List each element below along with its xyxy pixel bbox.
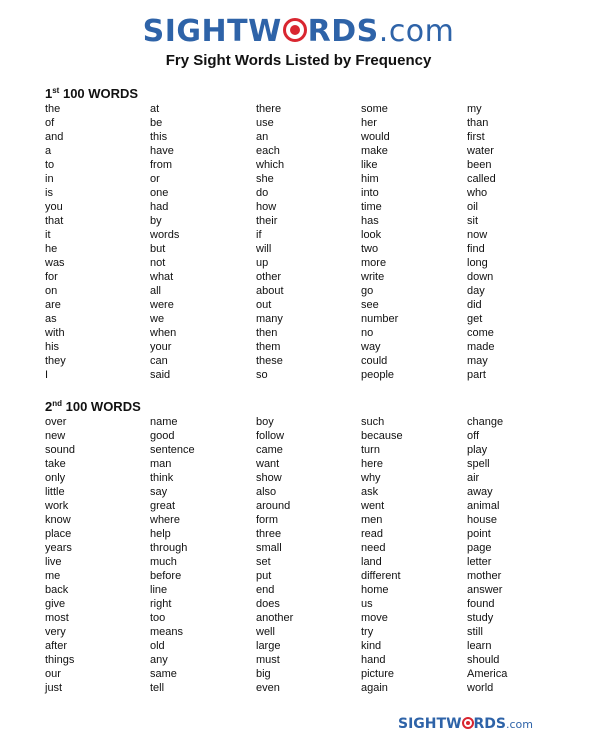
sight-word: new [45, 430, 66, 442]
sight-word: need [361, 542, 386, 554]
heading-ordinal: nd [52, 399, 63, 408]
sight-word: letter [467, 556, 492, 568]
sight-word: your [150, 341, 172, 353]
sight-word: study [467, 612, 494, 624]
heading-number: 2 [45, 399, 53, 414]
sight-word: from [150, 159, 172, 171]
sight-word: said [150, 369, 171, 381]
heading-text: 100 WORDS [62, 399, 141, 414]
sight-word: read [361, 528, 384, 540]
sight-word: called [467, 173, 496, 185]
sight-word: move [361, 612, 388, 624]
sight-word: America [467, 668, 508, 680]
sight-word: after [45, 640, 68, 652]
sight-word: like [361, 159, 378, 171]
sight-word: land [361, 556, 382, 568]
sight-word: now [467, 229, 488, 241]
sight-word: and [45, 131, 64, 143]
sight-word: work [45, 500, 69, 512]
sight-word: do [256, 187, 269, 199]
sight-word: us [361, 598, 373, 610]
sight-word: to [45, 159, 55, 171]
sight-word: help [150, 528, 171, 540]
sight-word: tell [150, 682, 165, 694]
heading-text: 100 WORDS [59, 86, 139, 101]
sight-word: that [45, 215, 64, 227]
sight-word: a [45, 145, 52, 157]
sight-word: learn [467, 640, 492, 652]
sight-word: I [45, 369, 49, 381]
sight-word: man [150, 458, 172, 470]
sight-word: boy [256, 416, 274, 428]
sight-word: sentence [150, 444, 195, 456]
sight-word: but [150, 243, 166, 255]
sight-word: of [45, 117, 55, 129]
sight-word: through [150, 542, 188, 554]
sight-word: ask [361, 486, 379, 498]
sight-word: each [256, 145, 280, 157]
sight-word: first [467, 131, 485, 143]
eye-icon [283, 18, 307, 42]
sight-word: write [361, 271, 385, 283]
sight-word: many [256, 313, 283, 325]
sight-word: number [361, 313, 399, 325]
sight-word: made [467, 341, 495, 353]
sight-word: had [150, 201, 169, 213]
sight-word: he [45, 243, 58, 255]
sight-word: name [150, 416, 178, 428]
sight-word: will [256, 243, 272, 255]
sight-word: around [256, 500, 291, 512]
sight-word: use [256, 117, 274, 129]
sight-word: the [45, 103, 61, 115]
sight-word: animal [467, 500, 500, 512]
logo-top [0, 14, 597, 49]
sight-word: their [256, 215, 278, 227]
sight-word: my [467, 103, 482, 115]
sight-word: what [150, 271, 174, 283]
sight-word: if [256, 229, 262, 241]
sight-word: play [467, 444, 488, 456]
sight-word: into [361, 187, 379, 199]
sight-word: more [361, 257, 387, 269]
sight-word: other [256, 271, 282, 283]
sight-word: see [361, 299, 379, 311]
sight-word: up [256, 257, 269, 269]
sight-word: set [256, 556, 271, 568]
sight-word: at [150, 103, 160, 115]
sight-word: have [150, 145, 174, 157]
sight-word: here [361, 458, 384, 470]
sight-word: came [256, 444, 283, 456]
sight-word: found [467, 598, 495, 610]
sight-word: has [361, 215, 379, 227]
sight-word: one [150, 187, 169, 199]
sight-word: large [256, 640, 281, 652]
sight-word: well [256, 626, 275, 638]
document-title: Fry Sight Words Listed by Frequency [165, 52, 432, 69]
heading-ordinal: st [52, 86, 60, 95]
sight-word: may [467, 355, 488, 367]
sight-word: part [467, 369, 486, 381]
sight-word: things [45, 654, 75, 666]
sight-word: page [467, 542, 492, 554]
sight-word: than [467, 117, 489, 129]
section-heading-2 [45, 399, 141, 414]
sight-word: find [467, 243, 485, 255]
sight-word: go [361, 285, 374, 297]
sight-word: spell [467, 458, 490, 470]
sight-word: any [150, 654, 168, 666]
sight-word: also [256, 486, 277, 498]
sight-word: form [256, 514, 278, 526]
sight-word: she [256, 173, 274, 185]
sight-word: only [45, 472, 66, 484]
sight-word: give [45, 598, 66, 610]
logo-domain: .com [378, 14, 455, 49]
sight-word: point [467, 528, 491, 540]
sight-word: some [361, 103, 388, 115]
sight-word: this [150, 131, 168, 143]
sight-word: day [467, 285, 485, 297]
sight-word: follow [256, 430, 285, 442]
sight-word: these [256, 355, 283, 367]
sight-word: small [256, 542, 282, 554]
sight-word: want [256, 458, 280, 470]
sight-word: where [150, 514, 180, 526]
sight-word: went [361, 500, 385, 512]
sight-word: when [150, 327, 177, 339]
sight-word: answer [467, 584, 503, 596]
sight-word: not [150, 257, 166, 269]
sight-word: how [256, 201, 277, 213]
sight-word: be [150, 117, 163, 129]
sight-word: big [256, 668, 271, 680]
sight-word: still [467, 626, 483, 638]
sight-word: on [45, 285, 58, 297]
sight-word: for [45, 271, 58, 283]
sight-word: water [467, 145, 494, 157]
sight-word: is [45, 187, 53, 199]
sight-word: him [361, 173, 379, 185]
sight-word: or [150, 173, 160, 185]
sight-word: try [361, 626, 374, 638]
logo-text-pre: SIGHTW [142, 14, 282, 49]
sight-word: by [150, 215, 162, 227]
sight-word: know [45, 514, 71, 526]
sight-word: oil [467, 201, 479, 213]
sight-word: all [150, 285, 162, 297]
sight-word: just [45, 682, 63, 694]
sight-word: sit [467, 215, 478, 227]
sight-word: should [467, 654, 500, 666]
sight-word: come [467, 327, 494, 339]
logo-text-post: RDS [307, 14, 379, 49]
sight-word: can [150, 355, 168, 367]
sight-word: end [256, 584, 275, 596]
logo-bottom [398, 716, 533, 732]
sight-word: over [45, 416, 67, 428]
sight-word: three [256, 528, 282, 540]
sight-word: years [45, 542, 72, 554]
sight-word: most [45, 612, 69, 624]
sight-word: picture [361, 668, 395, 680]
sight-word: again [361, 682, 388, 694]
sight-word: them [256, 341, 281, 353]
section-heading-1 [45, 86, 138, 101]
sight-word: change [467, 416, 504, 428]
sight-word: which [256, 159, 285, 171]
sight-word: sound [45, 444, 75, 456]
sight-word: put [256, 570, 272, 582]
sight-word: say [150, 486, 168, 498]
sight-word: live [45, 556, 62, 568]
sight-word: does [256, 598, 280, 610]
sight-word: good [150, 430, 175, 442]
sight-word: our [45, 668, 61, 680]
sight-word: are [45, 299, 61, 311]
sight-word: then [256, 327, 278, 339]
sight-word: little [45, 486, 65, 498]
sight-word: was [45, 257, 65, 269]
sight-word: you [45, 201, 63, 213]
sight-word: time [361, 201, 382, 213]
sight-word: too [150, 612, 166, 624]
sight-word: been [467, 159, 492, 171]
sight-word: me [45, 570, 61, 582]
sight-word: place [45, 528, 72, 540]
sight-word: right [150, 598, 172, 610]
sight-word: because [361, 430, 403, 442]
sight-word: way [361, 341, 381, 353]
sight-word: hand [361, 654, 386, 666]
sight-word: out [256, 299, 272, 311]
sight-word: why [361, 472, 381, 484]
sight-word: down [467, 271, 494, 283]
sight-word: with [45, 327, 65, 339]
sight-word: even [256, 682, 280, 694]
sight-word: her [361, 117, 377, 129]
sight-word: there [256, 103, 282, 115]
sight-word: his [45, 341, 60, 353]
sight-word: as [45, 313, 57, 325]
sight-word: it [45, 229, 51, 241]
sight-word: great [150, 500, 176, 512]
sight-word: we [150, 313, 165, 325]
sight-word: could [361, 355, 388, 367]
sight-word: who [467, 187, 488, 199]
sight-word: long [467, 257, 488, 269]
sight-word: such [361, 416, 385, 428]
sight-word: different [361, 570, 401, 582]
sight-word: kind [361, 640, 382, 652]
sight-word: about [256, 285, 284, 297]
word-grid-2 [45, 415, 575, 695]
sight-word: must [256, 654, 280, 666]
sight-word: would [361, 131, 390, 143]
sight-word: no [361, 327, 374, 339]
heading-number: 1 [45, 86, 53, 101]
sight-word: get [467, 313, 483, 325]
sight-word: make [361, 145, 388, 157]
sight-word: words [150, 229, 180, 241]
sight-word: in [45, 173, 54, 185]
sight-word: think [150, 472, 174, 484]
sight-word: people [361, 369, 395, 381]
sight-word: men [361, 514, 383, 526]
sight-word: world [467, 682, 494, 694]
logo-domain: .com [506, 718, 533, 731]
sight-word: very [45, 626, 66, 638]
word-grid-1 [45, 102, 575, 382]
sight-word: turn [361, 444, 380, 456]
sight-word: did [467, 299, 482, 311]
sight-word: so [256, 369, 268, 381]
sight-word: show [256, 472, 282, 484]
eye-icon [462, 717, 474, 729]
sight-word: means [150, 626, 184, 638]
sight-word: look [361, 229, 382, 241]
logo-text-pre: SIGHTW [398, 716, 462, 732]
sight-word: line [150, 584, 168, 596]
sight-word: mother [467, 570, 502, 582]
sight-word: two [361, 243, 379, 255]
sight-word: air [467, 472, 480, 484]
sight-word: before [150, 570, 182, 582]
sight-word: they [45, 355, 66, 367]
sight-word: house [467, 514, 497, 526]
sight-word: were [150, 299, 174, 311]
sight-word: another [256, 612, 294, 624]
sight-word: much [150, 556, 177, 568]
sight-word: home [361, 584, 389, 596]
sight-word: off [467, 430, 480, 442]
sight-word: old [150, 640, 165, 652]
sight-word: away [467, 486, 493, 498]
logo-text-post: RDS [473, 716, 506, 732]
sight-word: same [150, 668, 177, 680]
sight-word: back [45, 584, 69, 596]
sight-word: an [256, 131, 269, 143]
sight-word: take [45, 458, 66, 470]
